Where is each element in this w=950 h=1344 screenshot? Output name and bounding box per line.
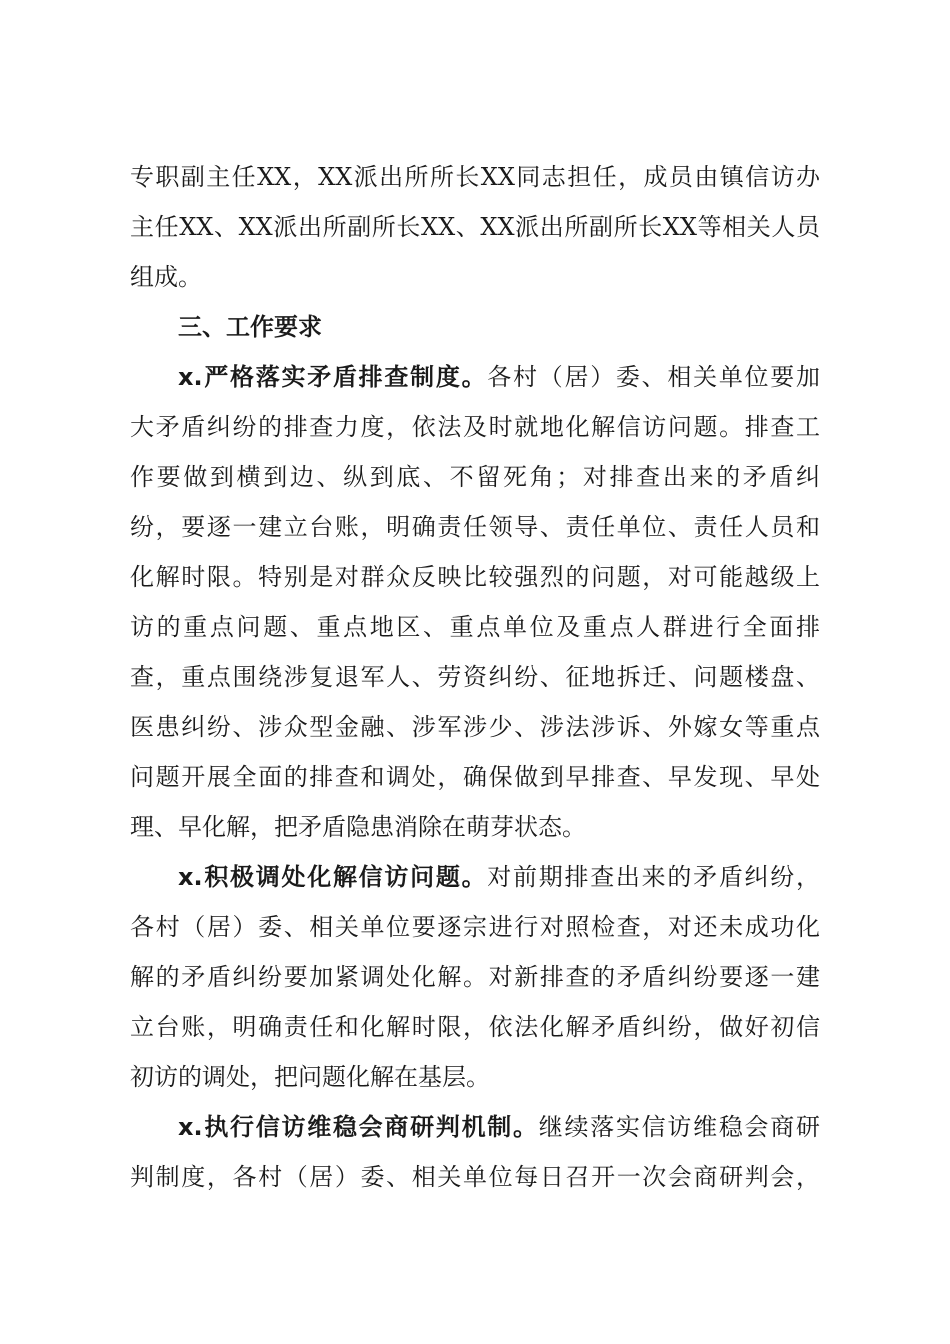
item1-first-line [178, 357, 820, 397]
item1-line-3: 作要做到横到边、纵到底、不留死角；对排查出来的矛盾纠 [130, 463, 820, 491]
item1-line-8: 医患纠纷、涉众型金融、涉军涉少、涉法涉诉、外嫁女等重点 [130, 713, 820, 741]
item1-line-7: 查，重点围绕涉复退军人、劳资纠纷、征地拆迁、问题楼盘、 [130, 663, 820, 691]
intro-line-2: 主任XX、XX派出所副所长XX、XX派出所副所长XX等相关人员 [130, 213, 820, 241]
item1-lead: x.严格落实矛盾排查制度。 [178, 363, 488, 391]
item1-line-5: 化解时限。特别是对群众反映比较强烈的问题，对可能越级上 [130, 563, 820, 591]
item3-first-rest: 继续落实信访维稳会商研 [538, 1113, 820, 1141]
intro-line-1: 专职副主任XX，XX派出所所长XX同志担任，成员由镇信访办 [130, 163, 820, 191]
intro-line-3: 组成。 [130, 263, 202, 291]
item3-lead: x.执行信访维稳会商研判机制。 [178, 1113, 539, 1141]
item1-first-rest: 各村（居）委、相关单位要加 [487, 363, 820, 391]
item2-lead: x.积极调处化解信访问题。 [178, 863, 488, 891]
item2-line-4: 立台账，明确责任和化解时限，依法化解矛盾纠纷，做好初信 [130, 1013, 820, 1041]
item2-first-line [178, 857, 820, 897]
item3-first-line [178, 1107, 820, 1147]
section-heading: 三、工作要求 [178, 313, 322, 341]
item2-line-2: 各村（居）委、相关单位要逐宗进行对照检查，对还未成功化 [130, 913, 820, 941]
item2-first-rest: 对前期排查出来的矛盾纠纷， [487, 863, 820, 891]
item1-line-4: 纷，要逐一建立台账，明确责任领导、责任单位、责任人员和 [130, 513, 820, 541]
item1-line-10: 理、早化解，把矛盾隐患消除在萌芽状态。 [130, 813, 586, 841]
item1-line-2: 大矛盾纠纷的排查力度，依法及时就地化解信访问题。排查工 [130, 413, 820, 441]
item1-line-6: 访的重点问题、重点地区、重点单位及重点人群进行全面排 [130, 613, 820, 641]
item3-line-2: 判制度，各村（居）委、相关单位每日召开一次会商研判会， [130, 1163, 820, 1191]
item1-line-9: 问题开展全面的排查和调处，确保做到早排查、早发现、早处 [130, 763, 820, 791]
item2-line-3: 解的矛盾纠纷要加紧调处化解。对新排查的矛盾纠纷要逐一建 [130, 963, 820, 991]
item2-line-5: 初访的调处，把问题化解在基层。 [130, 1063, 490, 1091]
